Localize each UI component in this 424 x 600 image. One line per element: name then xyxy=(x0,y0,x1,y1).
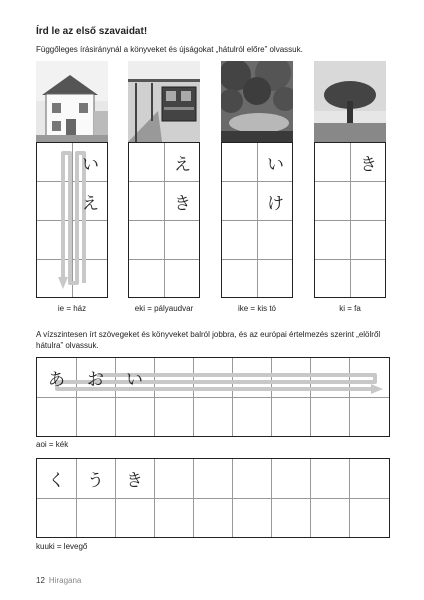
horizontal-intro-text: A vízszintesen írt szövegeket és könyveket balról jobbra, és az európai értelmezés szerint „elölről hátulra” olvassuk. xyxy=(36,330,381,350)
writing-grid-kuuki xyxy=(36,458,390,538)
word-caption: kuuki = levegő xyxy=(36,542,88,551)
kana-character: き xyxy=(360,154,377,175)
pond-photo xyxy=(221,61,293,142)
word-caption: aoi = kék xyxy=(36,440,69,449)
word-column-ike xyxy=(221,61,293,142)
writing-grid-eki xyxy=(128,142,200,298)
tree-photo xyxy=(314,61,386,142)
kana-character: お xyxy=(87,370,104,390)
vertical-intro-text: Függőleges írásiránynál a könyveket és újságokat „hátulról előre” olvassuk. xyxy=(36,45,303,54)
kana-character: き xyxy=(174,193,191,214)
writing-grid-ike xyxy=(221,142,293,298)
kana-character: い xyxy=(126,370,143,390)
footer-label: Hiragana xyxy=(48,576,82,585)
page-footer xyxy=(36,576,81,585)
kana-character: い xyxy=(267,154,284,175)
writing-grid-ki xyxy=(314,142,386,298)
kana-character: き xyxy=(126,471,143,491)
kana-character: け xyxy=(267,193,284,214)
word-column-eki xyxy=(128,61,200,142)
kana-character: え xyxy=(174,154,191,175)
writing-grid-aoi xyxy=(36,357,390,437)
page-number: 12 xyxy=(36,576,45,585)
word-caption: eki = pályaudvar xyxy=(134,304,194,313)
writing-grid-ie xyxy=(36,142,108,298)
word-column-ie xyxy=(36,61,108,142)
kana-character: く xyxy=(48,471,65,491)
train-station-photo xyxy=(128,61,200,142)
page-title: Írd le az első szavaidat! xyxy=(36,26,148,37)
kana-character: え xyxy=(82,193,99,214)
house-photo xyxy=(36,61,108,142)
kana-character: あ xyxy=(48,370,65,390)
kana-character: い xyxy=(82,154,99,175)
word-caption: ike = kis tó xyxy=(237,304,276,313)
word-caption: ie = ház xyxy=(57,304,87,313)
word-caption: ki = fa xyxy=(339,304,361,313)
kana-character: う xyxy=(87,471,104,491)
word-column-ki xyxy=(314,61,386,142)
